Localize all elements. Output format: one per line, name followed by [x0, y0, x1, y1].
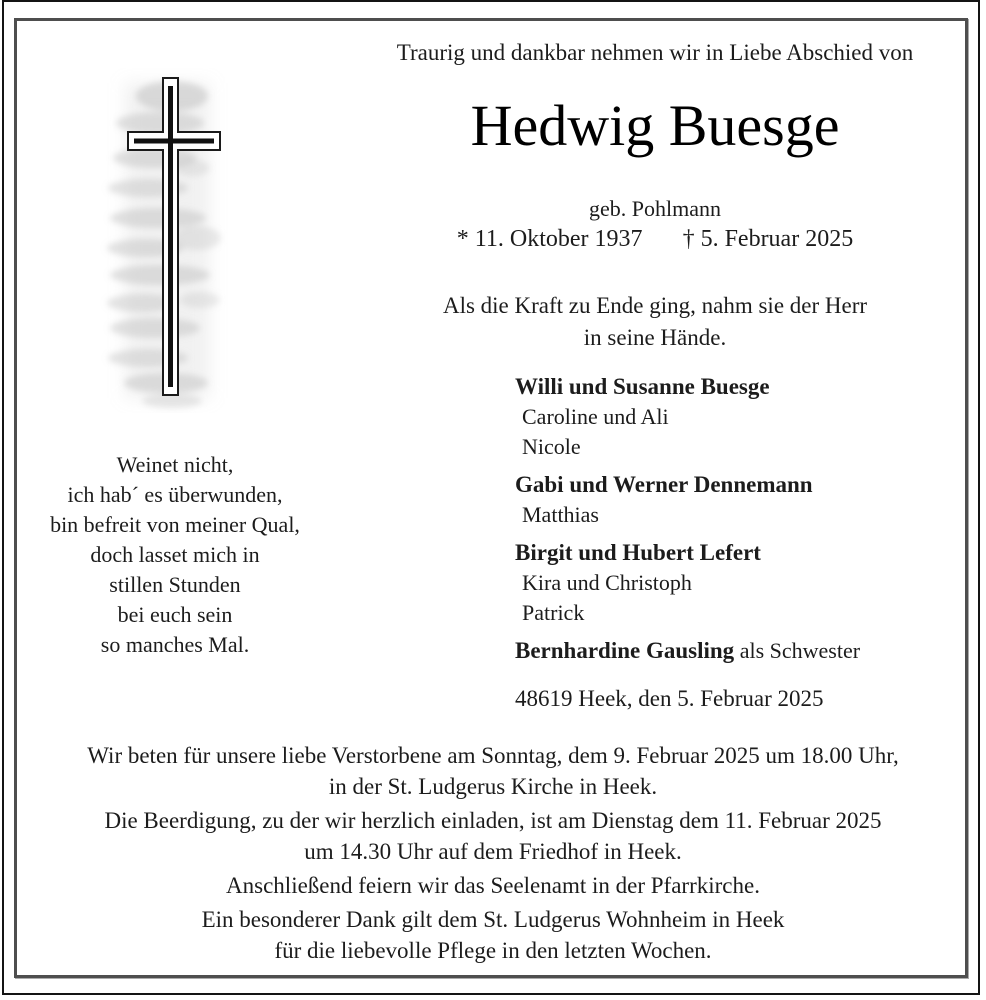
- mourner-name: Willi und Susanne Buesge: [515, 374, 770, 399]
- announcement-line: Die Beerdigung, zu der wir herzlich einladen, ist am Dienstag dem 11. Februar 2025: [104, 808, 882, 833]
- poem-line: Weinet nicht,: [116, 452, 234, 477]
- announcement-line: Ein besonderer Dank gilt dem St. Ludgerus Wohnheim in Heek: [201, 907, 785, 932]
- mourner-name: Bernhardine Gausling: [515, 638, 735, 663]
- mourner-main: [515, 372, 965, 402]
- cross-illustration: [100, 68, 250, 413]
- mourner-group: [515, 636, 965, 666]
- announcement-seelenamt: [40, 870, 946, 901]
- life-dates: [350, 226, 960, 253]
- mourner-main: [515, 538, 965, 568]
- birth-name: geb. Pohlmann: [589, 196, 721, 221]
- memorial-poem: [30, 450, 320, 660]
- announcements: [40, 740, 946, 969]
- birth-date: * 11. Oktober 1937: [456, 226, 643, 252]
- mourner-child: Matthias: [522, 502, 599, 527]
- poem-line: bei euch sein: [117, 602, 233, 627]
- announcement-line: für die liebevolle Pflege in den letzten Wochen.: [274, 938, 712, 963]
- deceased-name: Hedwig Buesge: [470, 93, 840, 158]
- announcement-line: Anschließend feiern wir das Seelenamt in der Pfarrkirche.: [226, 873, 760, 898]
- intro-line: Traurig und dankbar nehmen wir in Liebe Abschied von: [396, 40, 914, 65]
- verse-line: in seine Hände.: [583, 325, 727, 350]
- poem-line: so manches Mal.: [100, 632, 250, 657]
- mourner-main: [515, 470, 965, 500]
- announcement-burial: [40, 805, 946, 867]
- mourner-group: [515, 470, 965, 530]
- announcement-line: Wir beten für unsere liebe Verstorbene am Sonntag, dem 9. Februar 2025 um 18.00 Uhr,: [87, 743, 899, 768]
- poem-line: stillen Stunden: [109, 572, 241, 597]
- mourner-name: Gabi und Werner Dennemann: [515, 472, 813, 497]
- announcement-line: um 14.30 Uhr auf dem Friedhof in Heek.: [304, 839, 682, 864]
- poem-line: ich hab´ es überwunden,: [67, 482, 283, 507]
- place-and-date: 48619 Heek, den 5. Februar 2025: [515, 686, 824, 711]
- announcement-prayer: [40, 740, 946, 802]
- poem-line: bin befreit von meiner Qual,: [50, 512, 300, 537]
- announcement-line: in der St. Ludgerus Kirche in Heek.: [328, 774, 658, 799]
- death-date: † 5. Februar 2025: [682, 226, 854, 252]
- mourner-child: Kira und Christoph: [522, 570, 692, 595]
- mourner-child: Nicole: [522, 434, 581, 459]
- mourner-child: Patrick: [522, 600, 585, 625]
- mourner-group: [515, 538, 965, 628]
- mourner-suffix: als Schwester: [734, 638, 861, 663]
- mourner-group: [515, 372, 965, 462]
- mourner-name: Birgit und Hubert Lefert: [515, 540, 761, 565]
- mourner-child: Caroline und Ali: [522, 404, 669, 429]
- verse-line: Als die Kraft zu Ende ging, nahm sie der Herr: [442, 293, 868, 318]
- poem-line: doch lasset mich in: [90, 542, 260, 567]
- mourner-main: [515, 636, 965, 666]
- memorial-verse: [350, 290, 960, 354]
- announcement-thanks: [40, 904, 946, 966]
- mourners-list: [515, 372, 965, 666]
- cross-icon: [100, 68, 250, 413]
